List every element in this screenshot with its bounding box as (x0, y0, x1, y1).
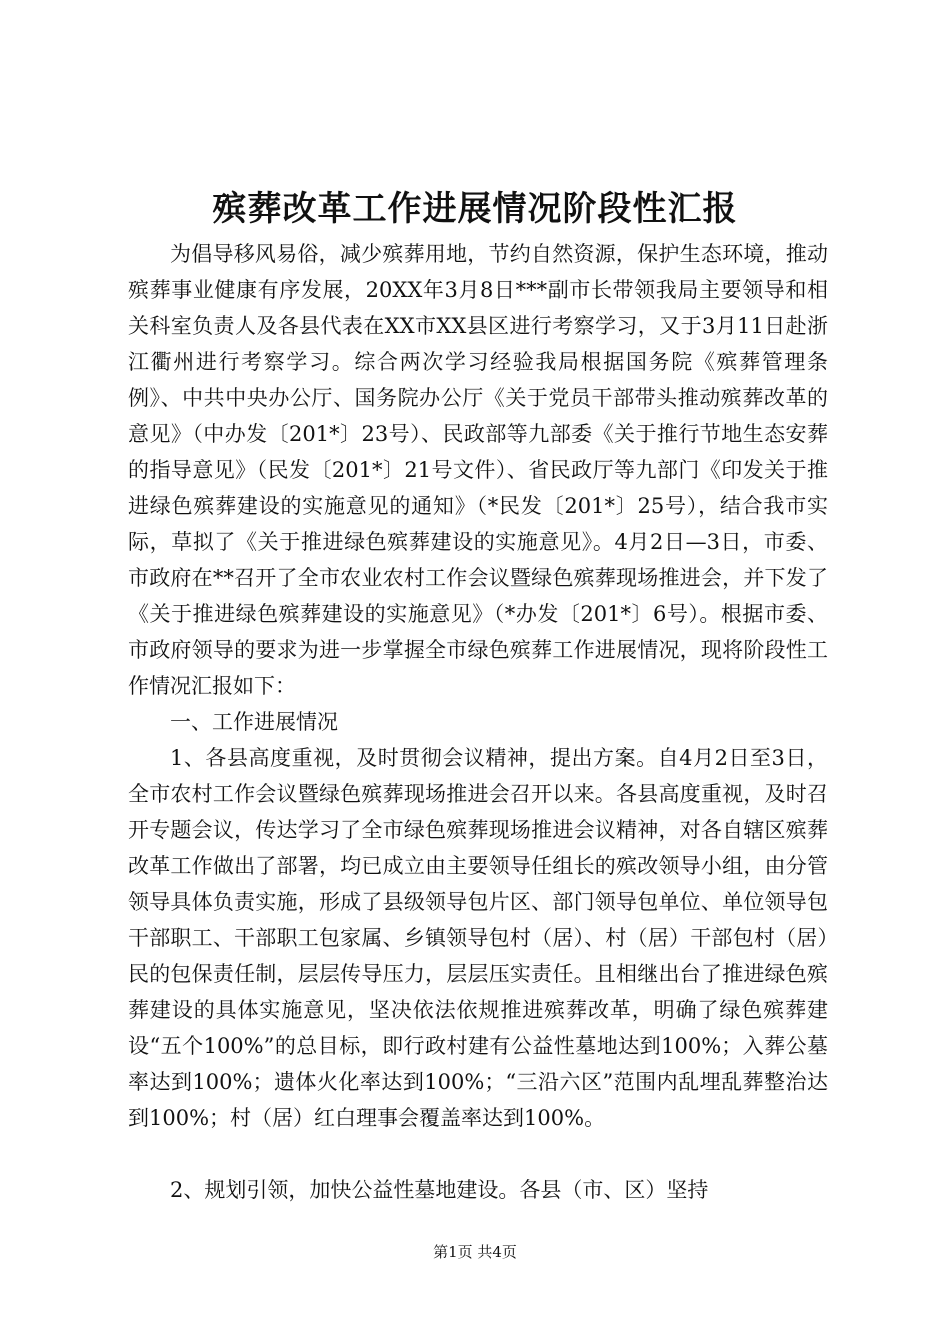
paragraph-item-1: 1、各县高度重视，及时贯彻会议精神，提出方案。自4月2日至3日，全市农村工作会议暨绿色殡葬现场推进会召开以来。各县高度重视，及时召开专题会议，传达学习了全市绿色殡葬现场推进会议精神，对各自辖区殡葬改革工作做出了部署，均已成立由主要领导任组长的殡改领导小组，由分管领导具体负责实施，形成了县级领导包片区、部门领导包单位、单位领导包干部职工、干部职工包家属、乡镇领导包村（居）、村（居）干部包村（居）民的包保责任制，层层传导压力，层层压实责任。且相继出台了推进绿色殡葬建设的具体实施意见，坚决依法依规推进殡葬改革，明确了绿色殡葬建设“五个100%”的总目标，即行政村建有公益性墓地达到100%；入葬公墓率达到100%；遗体火化率达到100%；“三沿六区”范围内乱埋乱葬整治达到100%；村（居）红白理事会覆盖率达到100%。 (128, 746, 828, 1130)
document-body (128, 236, 828, 1208)
page-footer: 第1页 共4页 (433, 1243, 517, 1261)
document-title: 殡葬改革工作进展情况阶段性汇报 (212, 189, 738, 229)
section-heading-progress: 一、工作进展情况 (170, 710, 338, 734)
paragraph-item-2: 2、规划引领，加快公益性墓地建设。各县（市、区）坚持 (170, 1178, 709, 1202)
paragraph-intro: 为倡导移风易俗，减少殡葬用地，节约自然资源，保护生态环境，推动殡葬事业健康有序发展，20XX年3月8日***副市长带领我局主要领导和相关科室负责人及各县代表在XX市XX县区进行考察学习，又于3月11日赴浙江衢州进行考察学习。综合两次学习经验我局根据国务院《殡葬管理条例》、中共中央办公厅、国务院办公厅《关于党员干部带头推动殡葬改革的意见》（中办发〔201*〕23号）、民政部等九部委《关于推行节地生态安葬的指导意见》（民发〔201*〕21号文件）、省民政厅等九部门《印发关于推进绿色殡葬建设的实施意见的通知》（*民发〔201*〕25号），结合我市实际，草拟了《关于推进绿色殡葬建设的实施意见》。4月2日—3日，市委、市政府在**召开了全市农业农村工作会议暨绿色殡葬现场推进会，并下发了《关于推进绿色殡葬建设的实施意见》（*办发〔201*〕6号）。根据市委、市政府领导的要求为进一步掌握全市绿色殡葬工作进展情况，现将阶段性工作情况汇报如下： (128, 242, 828, 698)
